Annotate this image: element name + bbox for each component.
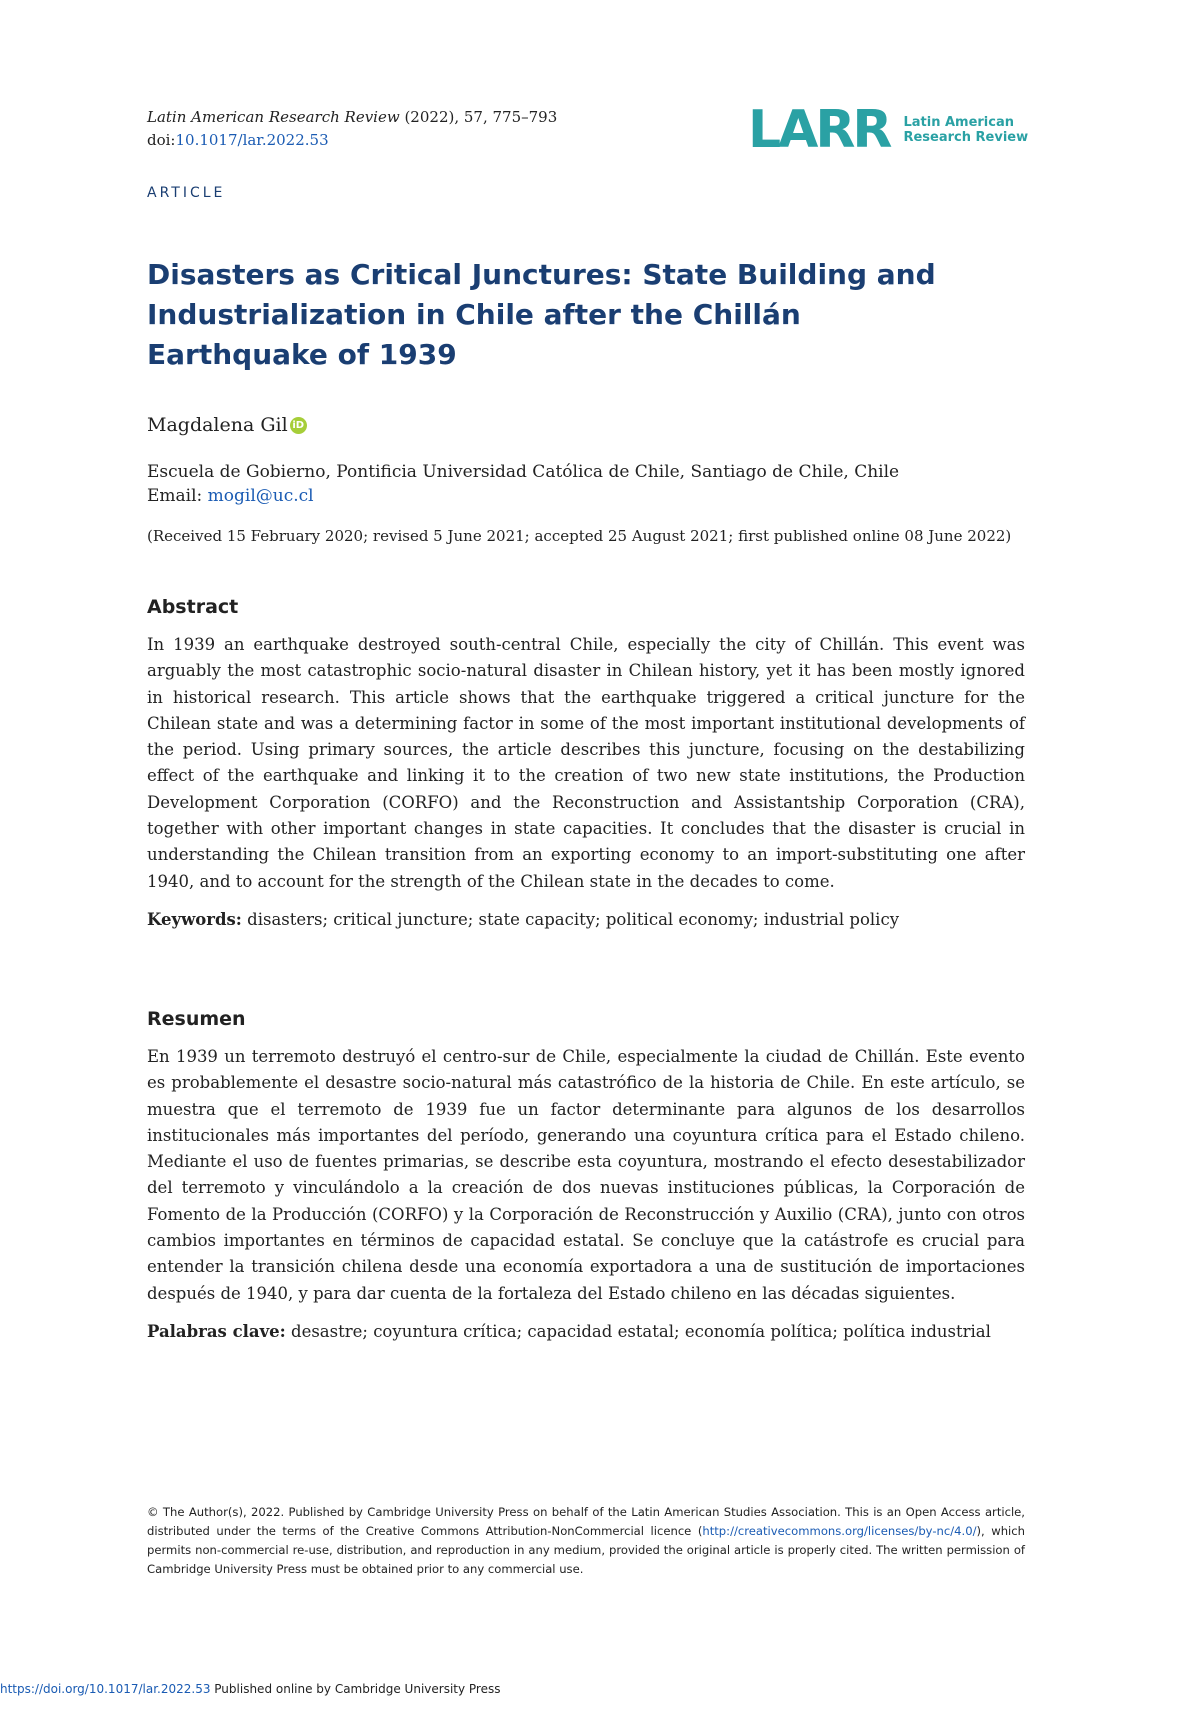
abstract-section [147, 596, 1025, 933]
keywords-label: Keywords: [147, 909, 242, 929]
author-name: Magdalena Gil [147, 414, 288, 436]
resumen-text: En 1939 un terremoto destruyó el centro-sur de Chile, especialmente la ciudad de Chillán. Este evento es probablemente el desastre socio-natural más catastrófico de la historia de Chile. En este artículo, se muestra que el terremoto de 1939 fue un factor determinante para algunos de los desarrollos institucionales más importantes del período, generando una coyuntura crítica para el Estado chileno. Mediante el uso de fuentes primarias, se describe esta coyuntura, mostrando el efecto desestabilizador del terremoto y vinculándolo a la creación de dos nuevas instituciones públicas, la Corporación de Fomento de la Producción (CORFO) y la Corporación de Reconstrucción y Auxilio (CRA), junto con otros cambios importantes en términos de capacidad estatal. Se concluye que la catástrofe es crucial para entender la transición chilena desde una economía exportadora a una de sustitución de importaciones después de 1940, y para dar cuenta de la fortaleza del Estado chileno en las décadas siguientes. [147, 1047, 1025, 1303]
license-notice [147, 1503, 1025, 1579]
footer-published: Published online by Cambridge University Press [210, 1682, 501, 1696]
affiliation: Escuela de Gobierno, Pontificia Universidad Católica de Chile, Santiago de Chile, Chile [147, 462, 900, 482]
resumen-heading: Resumen [147, 1008, 246, 1030]
license-link[interactable]: http://creativecommons.org/licenses/by-nc/4.0/ [702, 1524, 977, 1538]
journal-title: Latin American Research Review [147, 108, 400, 126]
footer-doi-link[interactable]: https://doi.org/10.1017/lar.2022.53 [0, 1682, 211, 1696]
affiliation-block [147, 460, 899, 508]
resumen-section [147, 1008, 1025, 1345]
license-text-before: © The Author(s), 2022. Published by Cambridge University Press on behalf of the Latin American Studies Association. This is an Open Access article, distributed under the terms of the Creative Commons Attribution-NonCommercial licence ( [147, 1505, 1025, 1538]
page-footer [0, 1682, 501, 1696]
logo-line1: Latin American [903, 115, 1015, 130]
author [147, 414, 307, 436]
keywords-list: disasters; critical juncture; state capacity; political economy; industrial policy [241, 909, 900, 929]
logo-mark: LARR [748, 100, 890, 160]
palabras-clave [147, 1319, 1025, 1345]
journal-volume: (2022), 57, 775–793 [399, 108, 558, 126]
email-link[interactable]: mogil@uc.cl [207, 486, 314, 506]
journal-citation [147, 106, 557, 152]
doi-prefix: doi: [147, 131, 176, 149]
palabras-clave-list: desastre; coyuntura crítica; capacidad estatal; economía política; política industrial [285, 1321, 991, 1341]
doi-link[interactable]: 10.1017/lar.2022.53 [175, 131, 329, 149]
logo-line2: Research Review [903, 130, 1029, 145]
article-type-label: ARTICLE [147, 185, 226, 201]
abstract-heading: Abstract [147, 596, 239, 618]
email-label: Email: [147, 486, 208, 506]
larr-logo [748, 100, 1029, 160]
title-line2: Industrialization in Chile after the Chillán [147, 298, 801, 331]
palabras-clave-label: Palabras clave: [147, 1321, 286, 1341]
orcid-icon[interactable]: iD [290, 417, 307, 434]
article-title [147, 255, 1047, 375]
abstract-text: In 1939 an earthquake destroyed south-central Chile, especially the city of Chillán. This event was arguably the most catastrophic socio-natural disaster in Chilean history, yet it has been mostly ignored in historical research. This article shows that the earthquake triggered a critical juncture for the Chilean state and was a determining factor in some of the most important institutional developments of the period. Using primary sources, the article describes this juncture, focusing on the destabilizing effect of the earthquake and linking it to the creation of two new state institutions, the Production Development Corporation (CORFO) and the Reconstruction and Assistantship Corporation (CRA), together with other important changes in state capacities. It concludes that the disaster is crucial in understanding the Chilean transition from an exporting economy to an import-substituting one after 1940, and to account for the strength of the Chilean state in the decades to come. [147, 635, 1025, 891]
license-text-after: ), which permits non-commercial re-use, distribution, and reproduction in any medium, provided the original article is properly cited. The written permission of Cambridge University Press must be obtained prior to any commercial use. [147, 1524, 1025, 1576]
title-line1: Disasters as Critical Junctures: State Building and [147, 258, 936, 291]
logo-text [903, 115, 1028, 145]
title-line3: Earthquake of 1939 [147, 338, 457, 371]
keywords [147, 907, 1025, 933]
publication-dates: (Received 15 February 2020; revised 5 June 2021; accepted 25 August 2021; first published online 08 June 2022) [147, 527, 1012, 545]
